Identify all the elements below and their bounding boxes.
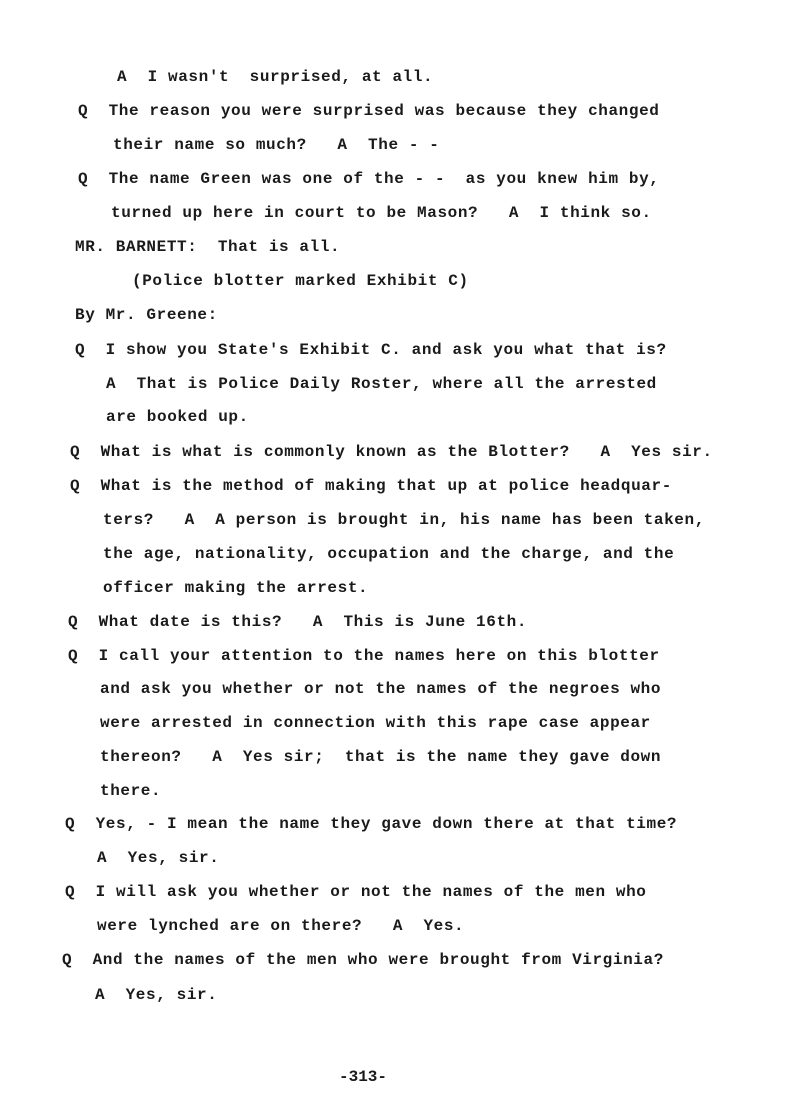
transcript-line: turned up here in court to be Mason? A I think so. bbox=[111, 204, 652, 222]
transcript-line: Q I will ask you whether or not the names of the men who bbox=[65, 883, 647, 901]
transcript-line: the age, nationality, occupation and the charge, and the bbox=[103, 545, 675, 563]
transcript-line: Q What is what is commonly known as the Blotter? A Yes sir. bbox=[70, 443, 713, 461]
transcript-line: Q Yes, - I mean the name they gave down there at that time? bbox=[65, 815, 678, 833]
speaker-statement: MR. BARNETT: That is all. bbox=[75, 238, 341, 256]
transcript-line: A Yes, sir. bbox=[97, 849, 220, 867]
transcript-line: were lynched are on there? A Yes. bbox=[97, 917, 465, 935]
transcript-line: are booked up. bbox=[106, 408, 249, 426]
transcript-line: Q What date is this? A This is June 16th. bbox=[68, 613, 528, 631]
exhibit-note: (Police blotter marked Exhibit C) bbox=[132, 272, 469, 290]
transcript-line: officer making the arrest. bbox=[103, 579, 369, 597]
examiner-heading: By Mr. Greene: bbox=[75, 306, 218, 324]
transcript-line: Q The reason you were surprised was because they changed bbox=[78, 102, 660, 120]
transcript-line: A I wasn't surprised, at all. bbox=[117, 68, 434, 86]
transcript-line: Q And the names of the men who were brought from Virginia? bbox=[62, 951, 664, 969]
page-number: -313- bbox=[339, 1068, 388, 1086]
transcript-line: their name so much? A The - - bbox=[113, 136, 440, 154]
transcript-line: Q I call your attention to the names here on this blotter bbox=[68, 647, 660, 665]
transcript-line: thereon? A Yes sir; that is the name they gave down bbox=[100, 748, 662, 766]
transcript-line: Q What is the method of making that up at police headquar- bbox=[70, 477, 672, 495]
transcript-line: A Yes, sir. bbox=[95, 986, 218, 1004]
transcript-line: ters? A A person is brought in, his name has been taken, bbox=[103, 511, 705, 529]
transcript-line: there. bbox=[100, 782, 162, 800]
transcript-line: were arrested in connection with this rape case appear bbox=[100, 714, 651, 732]
transcript-line: and ask you whether or not the names of the negroes who bbox=[100, 680, 662, 698]
transcript-line: A That is Police Daily Roster, where all the arrested bbox=[106, 375, 657, 393]
transcript-line: Q The name Green was one of the - - as you knew him by, bbox=[78, 170, 660, 188]
transcript-line: Q I show you State's Exhibit C. and ask you what that is? bbox=[75, 341, 667, 359]
